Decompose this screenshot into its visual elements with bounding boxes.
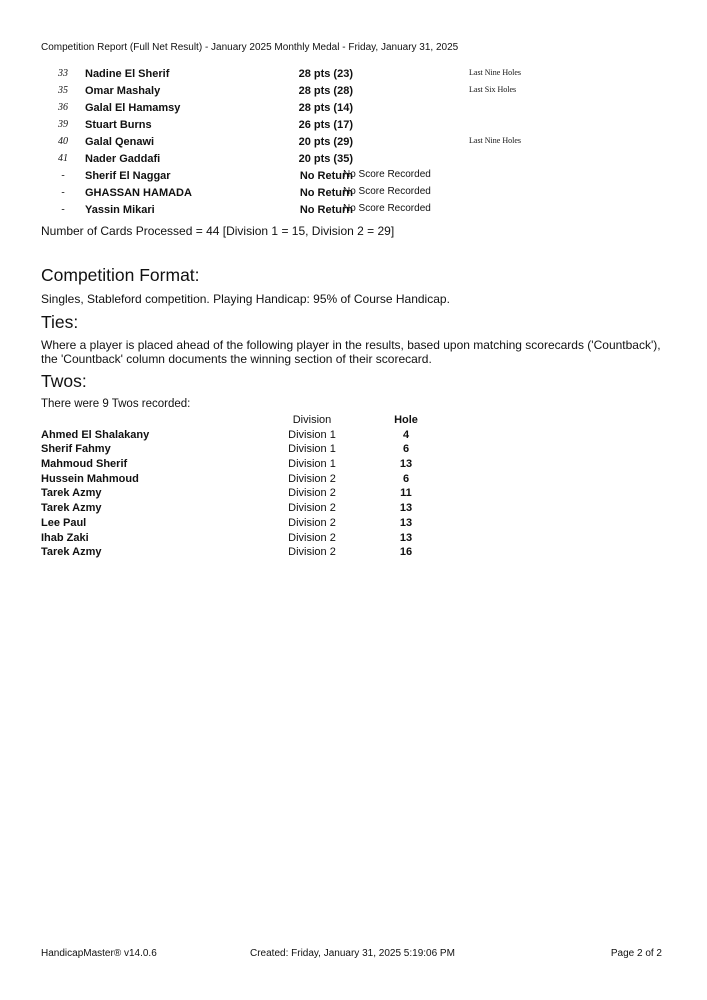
result-row [41,202,681,219]
twos-intro: There were 9 Twos recorded: [41,398,191,410]
countback: Last Six Holes [469,85,517,94]
results-table [41,66,681,219]
player-name: Yassin Mikari [85,204,155,216]
player-name: Mahmoud Sherif [41,458,128,471]
hole: 6 [402,443,410,456]
score: No Return [299,187,353,199]
hole-column-header: Hole [394,414,418,426]
score: 20 pts (35) [298,153,353,165]
position: 35 [58,85,68,96]
division: Division 2 [288,487,336,500]
hole: 13 [399,502,413,515]
position: 33 [58,68,68,79]
player-name: Lee Paul [41,516,87,529]
footer-created: Created: Friday, January 31, 2025 5:19:06 PM [250,948,455,959]
player-name: Ahmed El Shalakany [41,428,150,441]
player-name: Tarek Azmy [41,546,102,559]
ties-heading: Ties: [41,312,79,332]
player-name: Ihab Zaki [41,531,89,544]
player-name: Nader Gaddafi [85,153,161,165]
format-text: Singles, Stableford competition. Playing Handicap: 95% of Course Handicap. [41,292,450,306]
twos-row [41,546,441,561]
score: 28 pts (28) [298,85,353,97]
hole: 4 [402,428,410,441]
twos-row [41,502,441,517]
twos-row [41,473,441,488]
player-name: Sherif El Naggar [85,170,171,182]
result-row [41,100,681,117]
player-name: Tarek Azmy [41,502,102,515]
twos-row [41,487,441,502]
position: 40 [58,136,68,147]
countback: Last Nine Holes [469,68,521,77]
position: - [61,204,65,215]
twos-row [41,429,441,444]
division-column-header: Division [292,414,332,426]
cards-processed: Number of Cards Processed = 44 [Division 1 = 15, Division 2 = 29] [41,224,395,238]
score-note: No Score Recorded [343,203,431,214]
footer-page-number: Page 2 of 2 [610,948,662,959]
score: 26 pts (17) [298,119,353,131]
player-name: Stuart Burns [85,119,152,131]
score: 28 pts (23) [298,68,353,80]
hole: 16 [399,546,413,559]
position: 41 [58,153,68,164]
player-name: Tarek Azmy [41,487,102,500]
division: Division 1 [288,458,336,471]
result-row [41,151,681,168]
result-row [41,66,681,83]
hole: 13 [399,516,413,529]
score-note: No Score Recorded [343,169,431,180]
hole: 6 [402,472,410,485]
ties-text: Where a player is placed ahead of the following player in the results, based upon matching scorecards ('Countback'), the 'Countback' column documents the winning section of their scorecard. [41,338,661,366]
twos-row [41,517,441,532]
player-name: Nadine El Sherif [85,68,170,80]
twos-row [41,458,441,473]
result-row [41,117,681,134]
player-name: Hussein Mahmoud [41,472,139,485]
twos-heading: Twos: [41,371,87,391]
position: 39 [58,119,68,130]
division: Division 2 [288,502,336,515]
footer-version: HandicapMaster® v14.0.6 [41,948,157,959]
hole: 13 [399,458,413,471]
hole: 13 [399,531,413,544]
division: Division 2 [288,546,336,559]
score: No Return [299,204,353,216]
division: Division 1 [288,428,336,441]
player-name: GHASSAN HAMADA [85,187,192,199]
twos-row [41,443,441,458]
position: 36 [58,102,68,113]
format-heading: Competition Format: [41,265,200,285]
result-row [41,83,681,100]
division: Division 2 [288,472,336,485]
division: Division 2 [288,531,336,544]
position: - [61,170,65,181]
player-name: Galal El Hamamsy [85,102,181,114]
hole: 11 [400,487,412,500]
twos-header-row [41,414,441,429]
report-header: Competition Report (Full Net Result) - January 2025 Monthly Medal - Friday, January 31, 2025 [41,42,459,53]
score-note: No Score Recorded [343,186,431,197]
twos-row [41,532,441,547]
division: Division 2 [288,516,336,529]
position: - [61,187,65,198]
countback: Last Nine Holes [469,136,521,145]
result-row [41,185,681,202]
result-row [41,168,681,185]
player-name: Galal Qenawi [85,136,155,148]
score: No Return [299,170,353,182]
player-name: Omar Mashaly [85,85,161,97]
score: 28 pts (14) [298,102,353,114]
twos-table [41,414,441,561]
player-name: Sherif Fahmy [41,443,111,456]
score: 20 pts (29) [298,136,353,148]
division: Division 1 [288,443,336,456]
result-row [41,134,681,151]
